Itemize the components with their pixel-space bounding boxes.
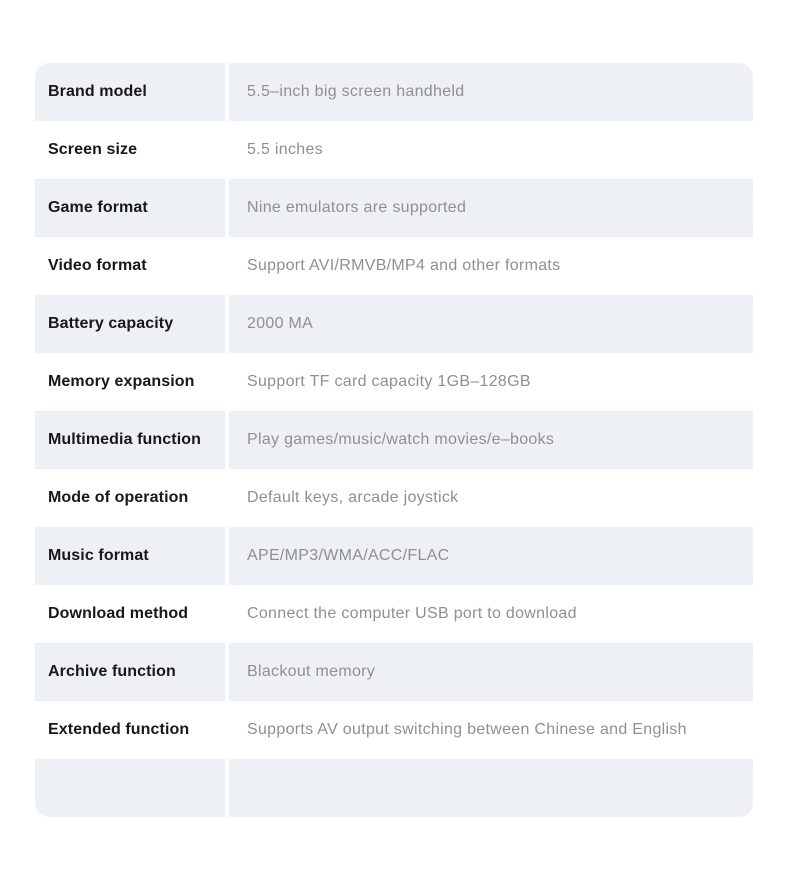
spec-label-cell: Brand model (35, 63, 225, 121)
table-row (35, 411, 753, 469)
spec-value-cell: Blackout memory (229, 643, 753, 701)
spec-label-cell: Video format (35, 237, 225, 295)
table-row (35, 469, 753, 527)
spec-label-cell: Multimedia function (35, 411, 225, 469)
spec-value-cell: Nine emulators are supported (229, 179, 753, 237)
spec-label-cell: Music format (35, 527, 225, 585)
table-row (35, 63, 753, 121)
spec-value-cell: Supports AV output switching between Chinese and English (229, 701, 753, 759)
table-row (35, 527, 753, 585)
spec-value-cell: Default keys, arcade joystick (229, 469, 753, 527)
spec-value-cell: APE/MP3/WMA/ACC/FLAC (229, 527, 753, 585)
spec-value-cell (229, 759, 753, 817)
table-row (35, 701, 753, 759)
spec-label-cell: Download method (35, 585, 225, 643)
table-row (35, 237, 753, 295)
spec-label-cell (35, 759, 225, 817)
spec-value-cell: 5.5–inch big screen handheld (229, 63, 753, 121)
spec-value-cell: Connect the computer USB port to download (229, 585, 753, 643)
table-row (35, 179, 753, 237)
table-row (35, 353, 753, 411)
spec-label-cell: Battery capacity (35, 295, 225, 353)
spec-label-cell: Extended function (35, 701, 225, 759)
table-row (35, 585, 753, 643)
spec-label-cell: Screen size (35, 121, 225, 179)
table-row (35, 643, 753, 701)
spec-label-cell: Memory expansion (35, 353, 225, 411)
table-row (35, 121, 753, 179)
spec-value-cell: Support AVI/RMVB/MP4 and other formats (229, 237, 753, 295)
spec-table (35, 63, 753, 817)
spec-label-cell: Archive function (35, 643, 225, 701)
spec-label-cell: Mode of operation (35, 469, 225, 527)
table-row (35, 295, 753, 353)
spec-value-cell: Support TF card capacity 1GB–128GB (229, 353, 753, 411)
table-row (35, 759, 753, 817)
spec-value-cell: 5.5 inches (229, 121, 753, 179)
spec-value-cell: 2000 MA (229, 295, 753, 353)
spec-value-cell: Play games/music/watch movies/e–books (229, 411, 753, 469)
spec-label-cell: Game format (35, 179, 225, 237)
